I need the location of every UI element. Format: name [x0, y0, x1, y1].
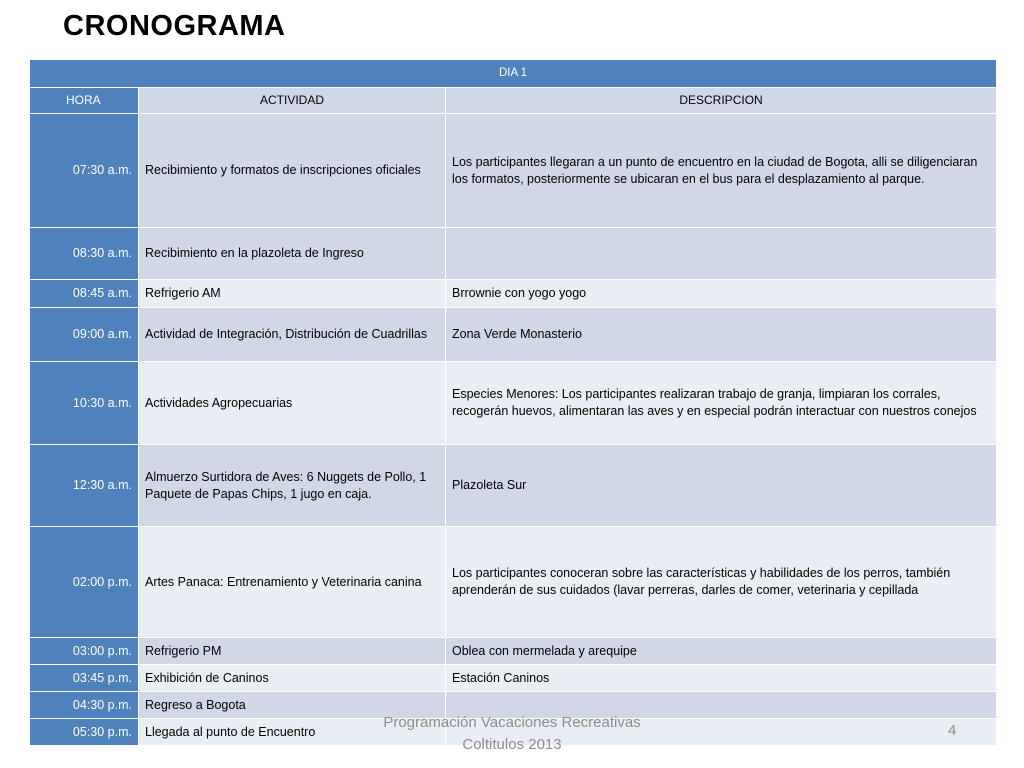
- hora-cell: 09:00 a.m.: [30, 308, 139, 362]
- descripcion-cell: Brrownie con yogo yogo: [446, 280, 997, 308]
- page-title: CRONOGRAMA: [63, 10, 286, 42]
- actividad-cell: Refrigerio AM: [139, 280, 446, 308]
- table-row: [30, 228, 997, 280]
- descripcion-cell: Plazoleta Sur: [446, 445, 997, 527]
- table-row: [30, 362, 997, 445]
- descripcion-cell: Los participantes conoceran sobre las características y habilidades de los perros, también aprenderán de sus cuidados (lavar perreras, darles de comer, veterinaria y cepillada: [446, 527, 997, 638]
- hora-cell: 10:30 a.m.: [30, 362, 139, 445]
- day-header-row: [30, 60, 997, 88]
- hora-cell: 02:00 p.m.: [30, 527, 139, 638]
- table-row: [30, 665, 997, 692]
- hora-cell: 08:45 a.m.: [30, 280, 139, 308]
- descripcion-cell: Zona Verde Monasterio: [446, 308, 997, 362]
- column-header-row: [30, 88, 997, 114]
- table-row: [30, 638, 997, 665]
- actividad-cell: Recibimiento en la plazoleta de Ingreso: [139, 228, 446, 280]
- hora-cell: 05:30 p.m.: [30, 719, 139, 746]
- hora-cell: 03:45 p.m.: [30, 665, 139, 692]
- schedule-table: [29, 59, 997, 746]
- hora-cell: 07:30 a.m.: [30, 114, 139, 228]
- descripcion-cell: Especies Menores: Los participantes realizaran trabajo de granja, limpiaran los corrales, recogerán huevos, alimentaran las aves y en especial podrán interactuar con nuestros conejos: [446, 362, 997, 445]
- descripcion-cell: Estación Caninos: [446, 665, 997, 692]
- actividad-cell: Almuerzo Surtidora de Aves: 6 Nuggets de Pollo, 1 Paquete de Papas Chips, 1 jugo en caja.: [139, 445, 446, 527]
- column-header-actividad: ACTIVIDAD: [139, 88, 446, 114]
- actividad-cell: Exhibición de Caninos: [139, 665, 446, 692]
- day-label: DIA 1: [30, 60, 997, 88]
- actividad-cell: Artes Panaca: Entrenamiento y Veterinaria canina: [139, 527, 446, 638]
- descripcion-cell: Oblea con mermelada y arequipe: [446, 638, 997, 665]
- actividad-cell: Refrigerio PM: [139, 638, 446, 665]
- actividad-cell: Llegada al punto de Encuentro: [139, 719, 446, 746]
- descripcion-cell: [446, 228, 997, 280]
- hora-cell: 08:30 a.m.: [30, 228, 139, 280]
- table-row: [30, 114, 997, 228]
- hora-cell: 03:00 p.m.: [30, 638, 139, 665]
- descripcion-cell: Los participantes llegaran a un punto de encuentro en la ciudad de Bogota, alli se diligenciaran los formatos, posteriormente se ubicaran en el bus para el desplazamiento al parque.: [446, 114, 997, 228]
- hora-cell: 04:30 p.m.: [30, 692, 139, 719]
- table-row: [30, 280, 997, 308]
- footer-text: [352, 712, 672, 756]
- actividad-cell: Regreso a Bogota: [139, 692, 446, 719]
- table-row: [30, 445, 997, 527]
- table-row: [30, 527, 997, 638]
- table-row: [30, 308, 997, 362]
- page-number: 4: [948, 722, 957, 739]
- actividad-cell: Actividades Agropecuarias: [139, 362, 446, 445]
- actividad-cell: Recibimiento y formatos de inscripciones oficiales: [139, 114, 446, 228]
- hora-cell: 12:30 a.m.: [30, 445, 139, 527]
- footer-line-2: Coltitulos 2013: [462, 736, 562, 753]
- column-header-hora: HORA: [30, 88, 139, 114]
- column-header-descripcion: DESCRIPCION: [446, 88, 997, 114]
- actividad-cell: Actividad de Integración, Distribución de Cuadrillas: [139, 308, 446, 362]
- footer-line-1: Programación Vacaciones Recreativas: [383, 714, 641, 731]
